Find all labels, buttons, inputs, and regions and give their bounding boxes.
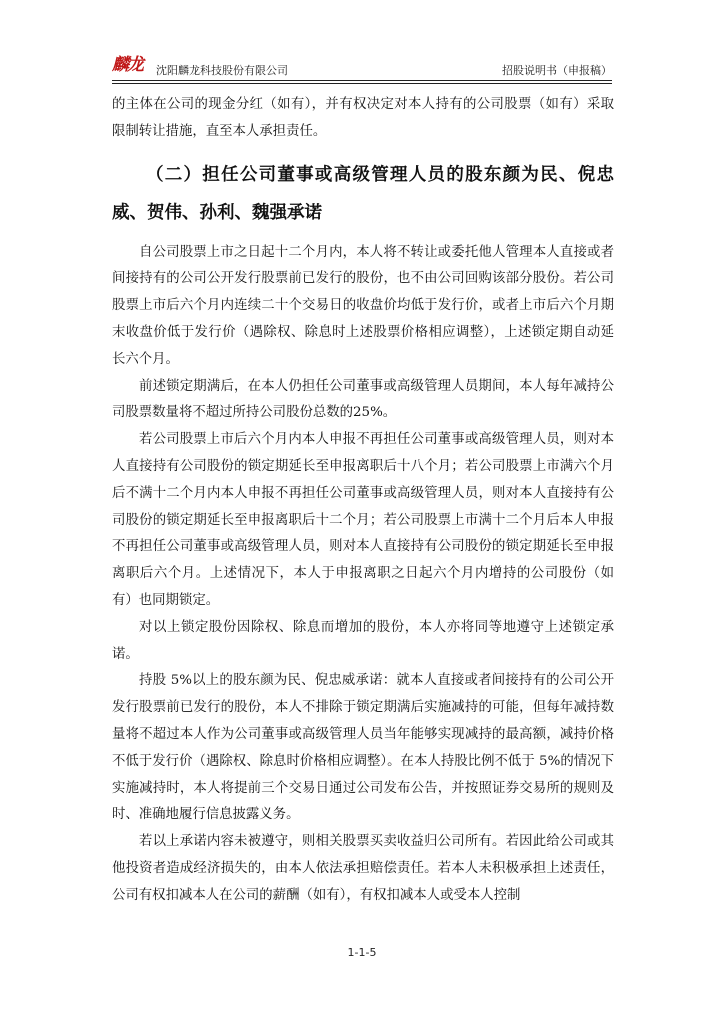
paragraph-annual-limit: 前述锁定期满后，在本人仍担任公司董事或高级管理人员期间，本人每年减持公司股票数量将不超过所持公司股份总数的25%。 — [112, 378, 614, 421]
company-name: 沈阳麟龙科技股份有限公司 — [156, 64, 288, 77]
page-header — [112, 52, 612, 80]
section-heading: （二）担任公司董事或高级管理人员的股东颜为民、倪忠威、贺伟、孙利、魏强承诺 — [112, 164, 614, 223]
paragraph-major-shareholders: 持股 5%以上的股东颜为民、倪忠威承诺：就本人直接或者间接持有的公司公开发行股票前已发行的股份，本人不排除于锁定期满后实施减持的可能，但每年减持数量将不超过本人作为公司董事或高级管理人员当年能够实现减持的最高额，减持价格不低于发行价（遇除权、除息时价格相应调整）。在本人持股比例不低于 5%的情况下实施减持时，本人将提前三个交易日通过公司发布公告，并按照证券交易所的规则及时、准确地履行信息披露义务。 — [112, 673, 614, 823]
page-number: 1-1-5 — [347, 946, 377, 959]
paragraph-breach: 若以上承诺内容未被遵守，则相关股票买卖收益归公司所有。若因此给公司或其他投资者造成经济损失的，由本人依法承担赔偿责任。若本人未积极承担上述责任，公司有权扣减本人在公司的薪酬（如有），有权扣减本人或受本人控制 — [112, 834, 614, 903]
page-body — [112, 92, 614, 910]
company-logo: 麟龙 — [112, 55, 142, 75]
paragraph-continued: 的主体在公司的现金分红（如有），并有权决定对本人持有的公司股票（如有）采取限制转让措施，直至本人承担责任。 — [112, 97, 614, 139]
paragraph-lockup: 自公司股票上市之日起十二个月内，本人将不转让或委托他人管理本人直接或者间接持有的公司公开发行股票前已发行的股份，也不由公司回购该部分股份。若公司股票上市后六个月内连续二十个交易日的收盘价均低于发行价，或者上市后六个月期末收盘价低于发行价（遇除权、除息时上述股票价格相应调整），上述锁定期自动延长六个月。 — [112, 244, 614, 367]
header-rule-thick — [112, 80, 612, 81]
document-title: 招股说明书（申报稿） — [502, 64, 612, 77]
paragraph-exrights: 对以上锁定股份因除权、除息而增加的股份，本人亦将同等地遵守上述锁定承诺。 — [112, 619, 614, 662]
paragraph-resignation: 若公司股票上市后六个月内本人申报不再担任公司董事或高级管理人员，则对本人直接持有公司股份的锁定期延长至申报离职后十八个月；若公司股票上市满六个月后不满十二个月内本人申报不再担任公司董事或高级管理人员，则对本人直接持有公司股份的锁定期延长至申报离职后十二个月；若公司股票上市满十二个月后本人申报不再担任公司董事或高级管理人员，则对本人直接持有公司股份的锁定期延长至申报离职后六个月。上述情况下，本人于申报离职之日起六个月内增持的公司股份（如有）也同期锁定。 — [112, 432, 614, 608]
header-rule-thin — [112, 83, 612, 84]
